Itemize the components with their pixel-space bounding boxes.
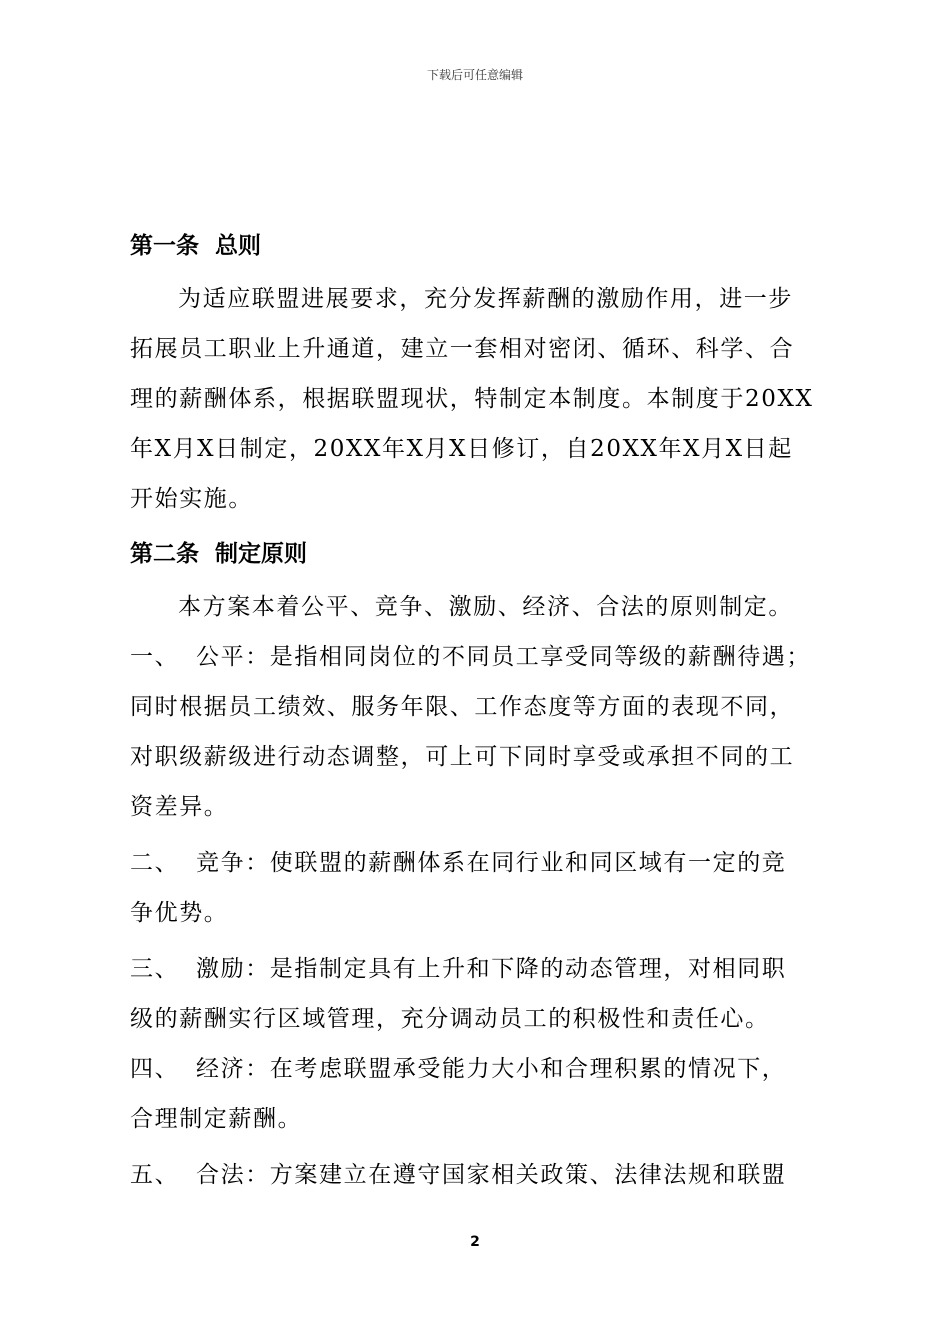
article-2-heading: 第二条 制定原则 — [130, 541, 308, 567]
article-1-paragraph — [130, 274, 825, 524]
item-marker: 三、 — [130, 956, 180, 982]
principle-item-economy — [130, 1044, 825, 1144]
item-line: 合理制定薪酬。 — [130, 1106, 303, 1132]
item-line: 争优势。 — [130, 900, 229, 926]
item-line: 同时根据员工绩效、服务年限、工作态度等方面的表现不同， — [130, 694, 795, 720]
item-marker: 五、 — [130, 1162, 180, 1188]
paragraph-line: 理的薪酬体系，根据联盟现状，特制定本制度。本制度于20XX — [130, 386, 814, 412]
principle-item-fairness — [130, 632, 825, 832]
paragraph-line: 年X月X日制定，20XX年X月X日修订，自20XX年X月X日起 — [130, 436, 793, 462]
item-line: 级的薪酬实行区域管理，充分调动员工的积极性和责任心。 — [130, 1006, 770, 1032]
item-text: 公平：是指相同岗位的不同员工享受同等级的薪酬待遇； — [196, 644, 811, 670]
item-text: 经济：在考虑联盟承受能力大小和合理积累的情况下， — [196, 1056, 787, 1082]
item-text: 合法：方案建立在遵守国家相关政策、法律法规和联盟 — [196, 1162, 787, 1188]
paragraph-line: 拓展员工职业上升通道，建立一套相对密闭、循环、科学、合 — [130, 336, 795, 362]
article-2-intro — [130, 582, 825, 632]
principle-item-legality — [130, 1150, 825, 1200]
paragraph-line: 本方案本着公平、竞争、激励、经济、合法的原则制定。 — [178, 594, 793, 620]
item-marker: 二、 — [130, 850, 180, 876]
header-note: 下载后可任意编辑 — [426, 68, 523, 82]
principle-item-competition — [130, 838, 825, 938]
page-number: 2 — [470, 1234, 480, 1250]
document-body — [130, 222, 825, 1200]
item-line: 对职级薪级进行动态调整，可上可下同时享受或承担不同的工 — [130, 744, 795, 770]
item-marker: 四、 — [130, 1056, 180, 1082]
principle-item-incentive — [130, 944, 825, 1044]
item-line: 资差异。 — [130, 794, 229, 820]
paragraph-line: 开始实施。 — [130, 486, 253, 512]
item-marker: 一、 — [130, 644, 180, 670]
item-text: 激励：是指制定具有上升和下降的动态管理，对相同职 — [196, 956, 787, 982]
item-text: 竞争：使联盟的薪酬体系在同行业和同区域有一定的竞 — [196, 850, 787, 876]
paragraph-line: 为适应联盟进展要求，充分发挥薪酬的激励作用，进一步 — [178, 286, 793, 312]
article-1-heading: 第一条 总则 — [130, 233, 262, 259]
